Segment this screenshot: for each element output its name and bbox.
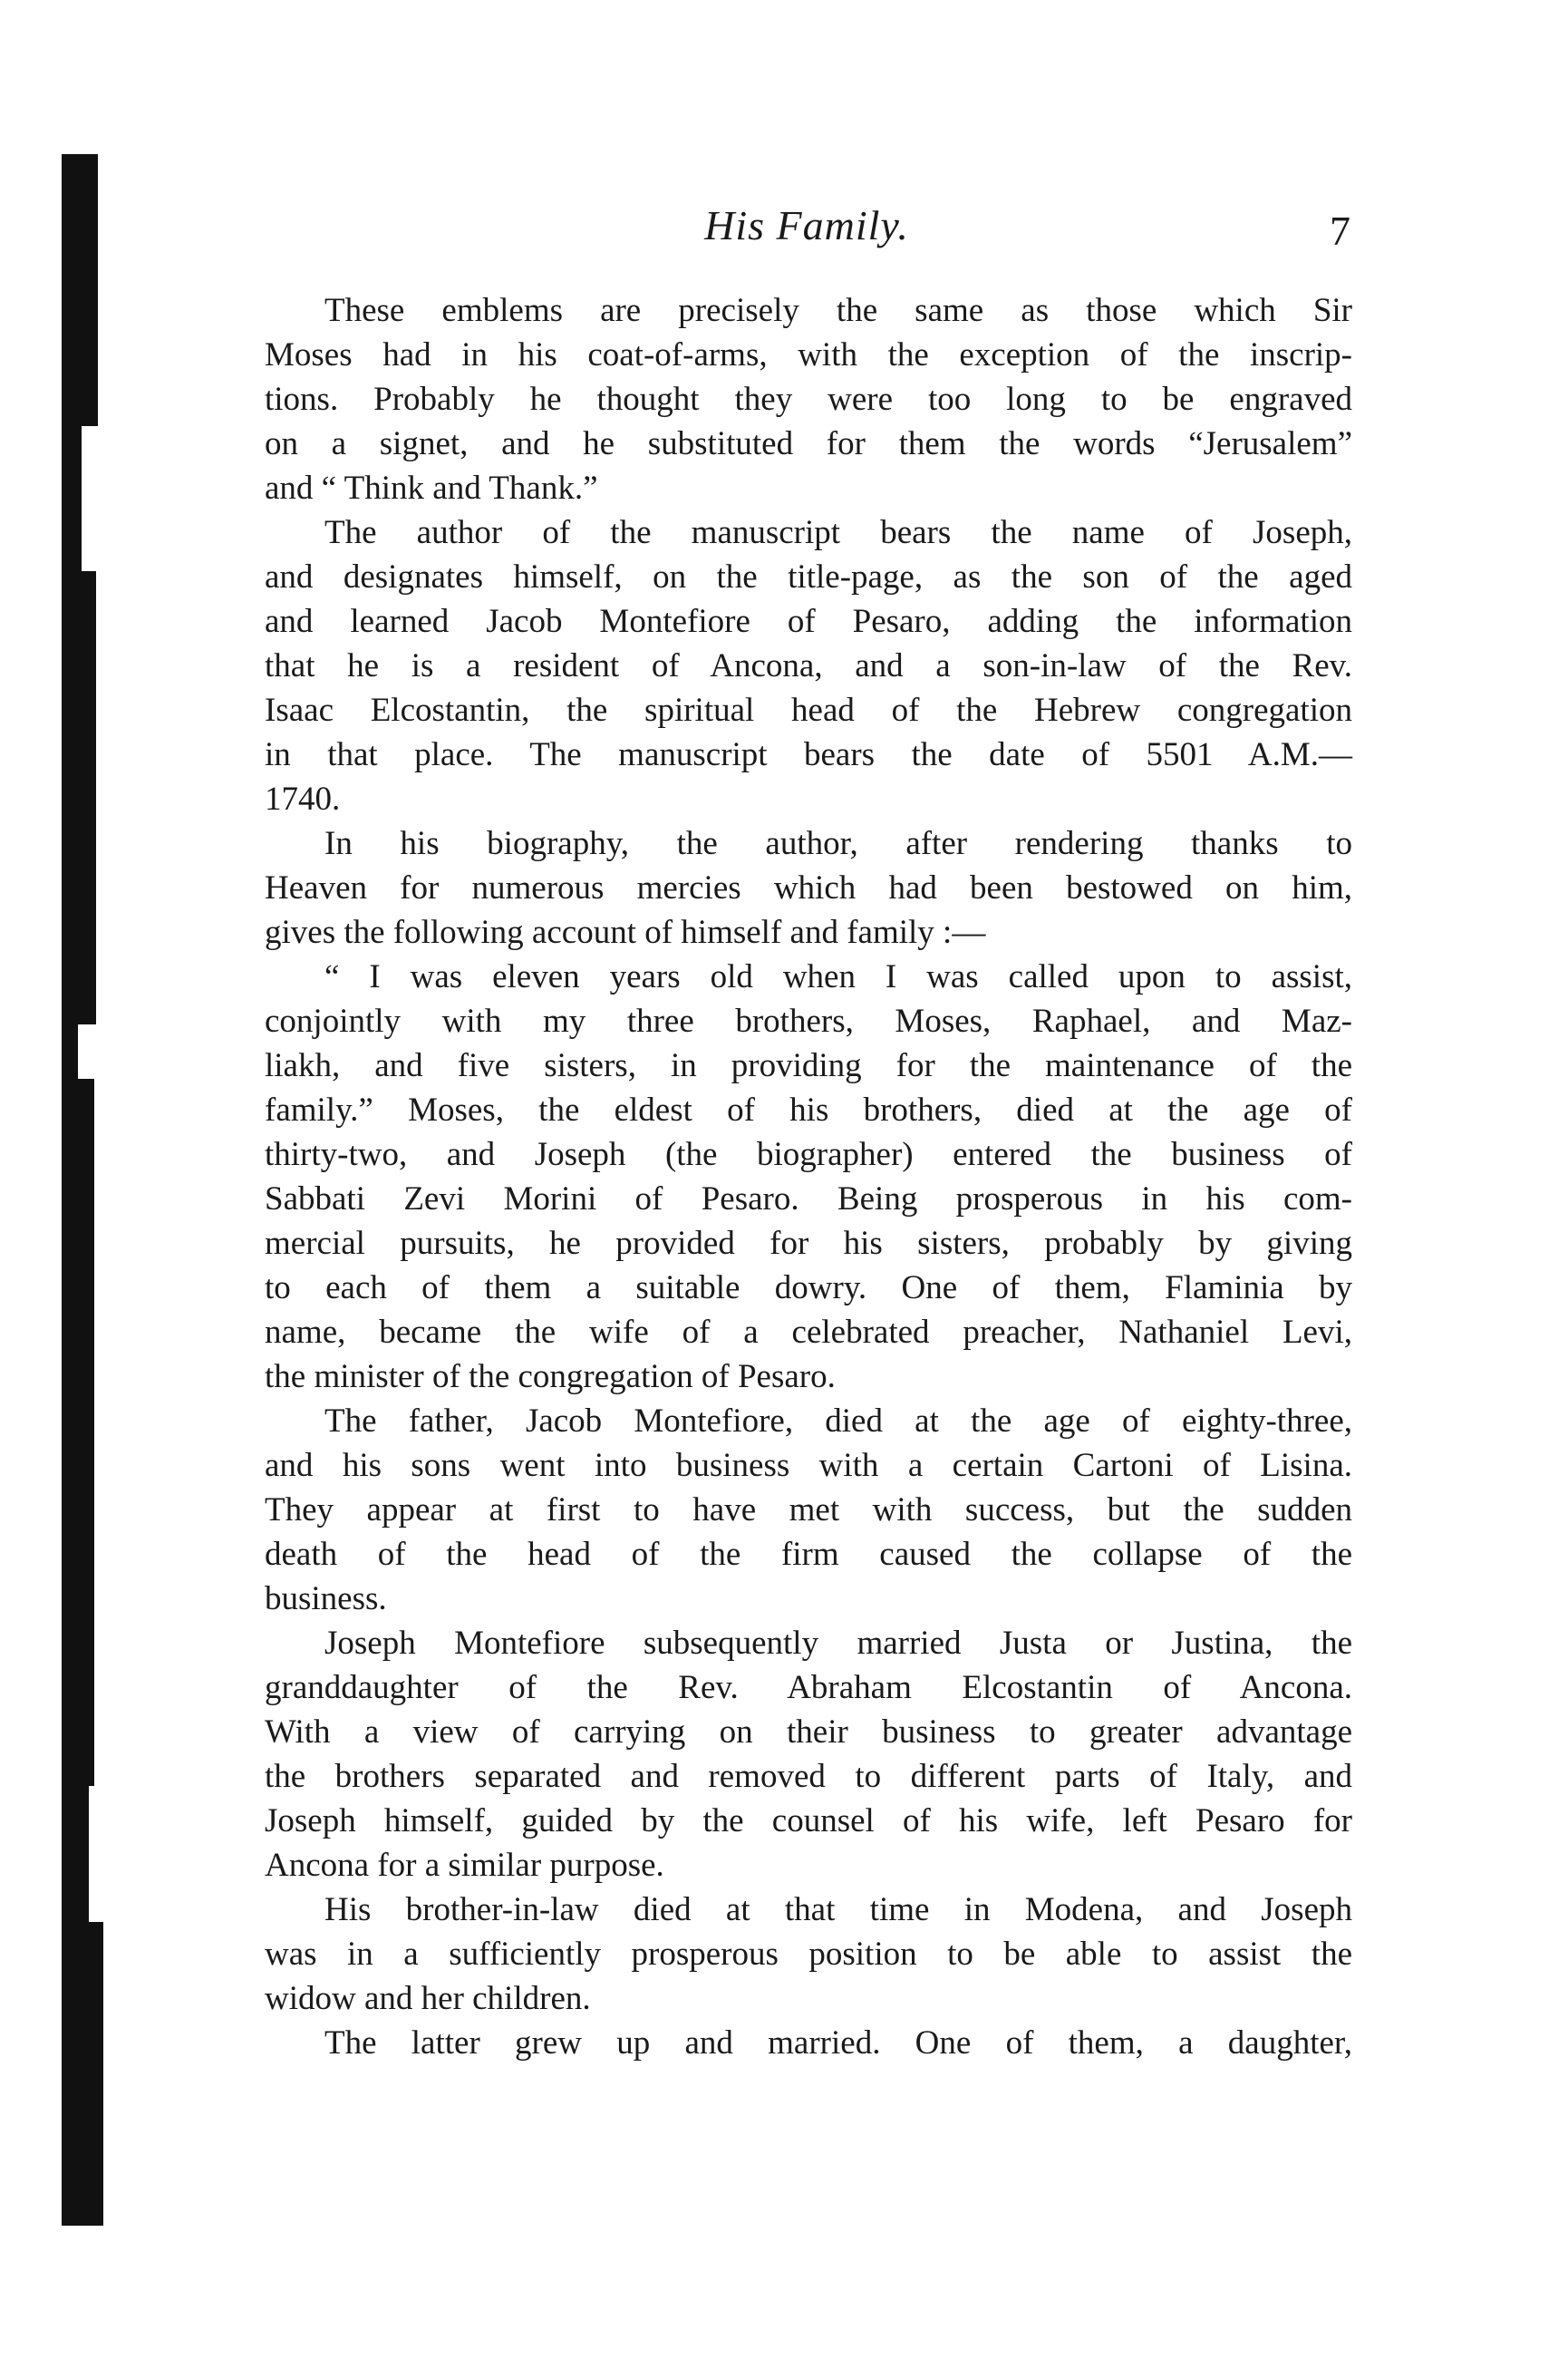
text-line: liakh, and five sisters, in providing for the maintenance of the [265, 1047, 1352, 1084]
text-line: His brother-in-law died at that time in Modena, and Joseph [324, 1891, 1352, 1928]
text-line: on a signet, and he substituted for them the words “Jerusalem” [265, 425, 1352, 462]
page-number: 7 [1330, 208, 1350, 254]
text-line: the minister of the congregation of Pesaro. [265, 1358, 836, 1395]
binding-edge-shadow [62, 154, 107, 2226]
running-title: His Family. [704, 202, 909, 248]
text-line: granddaughter of the Rev. Abraham Elcostantin of Ancona. [265, 1669, 1352, 1706]
text-line: conjointly with my three brothers, Moses, Raphael, and Maz- [265, 1003, 1352, 1040]
text-line: 1740. [265, 781, 341, 818]
text-line: Joseph Montefiore subsequently married Justa or Justina, the [324, 1625, 1352, 1662]
text-line: death of the head of the firm caused the collapse of the [265, 1536, 1352, 1573]
text-line: These emblems are precisely the same as those which Sir [324, 292, 1352, 329]
text-line: Ancona for a similar purpose. [265, 1847, 664, 1884]
text-line: and “ Think and Thank.” [265, 470, 598, 507]
text-line: Sabbati Zevi Morini of Pesaro. Being prosperous in his com- [265, 1180, 1352, 1218]
text-line: business. [265, 1580, 387, 1617]
text-line: was in a sufficiently prosperous position to be able to assist the [265, 1936, 1352, 1973]
text-line: Isaac Elcostantin, the spiritual head of the Hebrew congregation [265, 692, 1352, 729]
text-line: The author of the manuscript bears the name of Joseph, [324, 514, 1352, 551]
text-line: and his sons went into business with a certain Cartoni of Lisina. [265, 1447, 1352, 1484]
text-line: The latter grew up and married. One of them, a daughter, [324, 2024, 1352, 2062]
text-line: The father, Jacob Montefiore, died at the age of eighty-three, [324, 1402, 1352, 1440]
page-header [263, 201, 1350, 265]
text-line: widow and her children. [265, 1980, 591, 2017]
text-line: Joseph himself, guided by the counsel of his wife, left Pesaro for [265, 1802, 1352, 1839]
text-line: family.” Moses, the eldest of his brothers, died at the age of [265, 1092, 1352, 1129]
text-line: With a view of carrying on their business to greater advantage [265, 1713, 1352, 1751]
text-line: tions. Probably he thought they were too long to be engraved [265, 381, 1352, 418]
text-line: and learned Jacob Montefiore of Pesaro, adding the information [265, 603, 1352, 640]
text-line: in that place. The manuscript bears the date of 5501 A.M.— [265, 736, 1352, 773]
text-line: the brothers separated and removed to different parts of Italy, and [265, 1758, 1352, 1795]
text-line: Moses had in his coat-of-arms, with the exception of the inscrip- [265, 336, 1352, 374]
body-text [265, 288, 1352, 2065]
text-line: They appear at first to have met with success, but the sudden [265, 1491, 1352, 1529]
text-line: “ I was eleven years old when I was called upon to assist, [324, 958, 1352, 995]
text-line: to each of them a suitable dowry. One of them, Flaminia by [265, 1269, 1352, 1306]
text-line: gives the following account of himself and family :— [265, 914, 986, 951]
text-line: name, became the wife of a celebrated preacher, Nathaniel Levi, [265, 1314, 1352, 1351]
text-line: and designates himself, on the title-page, as the son of the aged [265, 558, 1352, 596]
text-line: mercial pursuits, he provided for his sisters, probably by giving [265, 1225, 1352, 1262]
text-line: that he is a resident of Ancona, and a son-in-law of the Rev. [265, 647, 1352, 684]
text-line: thirty-two, and Joseph (the biographer) entered the business of [265, 1136, 1352, 1173]
text-line: Heaven for numerous mercies which had been bestowed on him, [265, 869, 1352, 907]
text-line: In his biography, the author, after rendering thanks to [324, 825, 1352, 862]
